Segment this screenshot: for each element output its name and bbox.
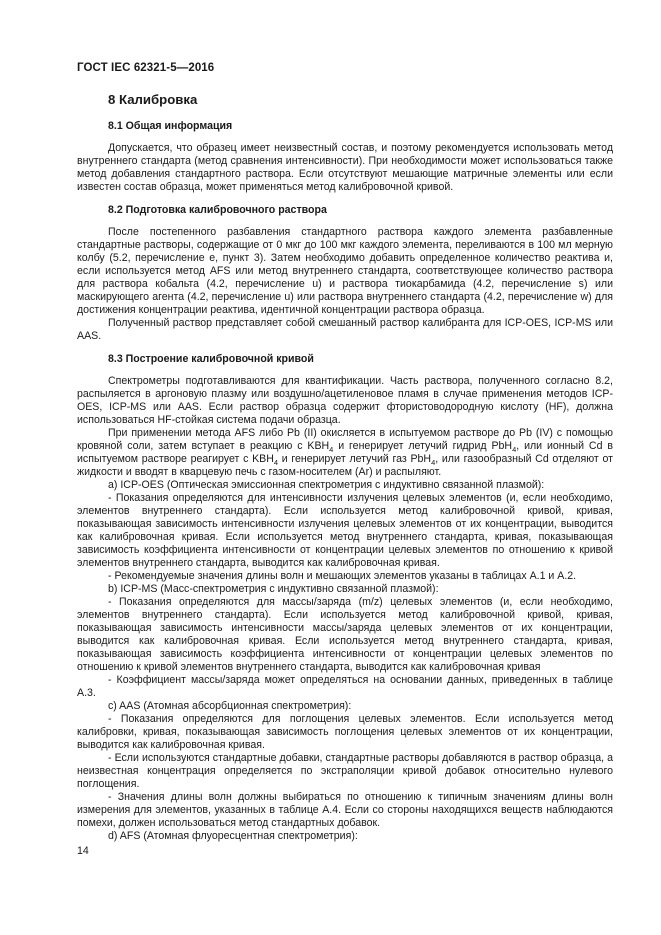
- section-title: 8 Калибровка: [108, 92, 198, 107]
- list-item: - Если используются стандартные добавки, стандартные растворы добавляются в раствор образца, а неизвестная концентрация определяется по экстраполяции кривой добавок относительно нулевого поглощения.: [77, 752, 613, 790]
- text-run: При применении метода AFS либо Pb (II) окисляется в испытуемом растворе до Pb (IV) с помощью кровяной соли, затем вступает в реакцию с KBH: [77, 427, 613, 452]
- list-item: - Коэффициент массы/заряда может определяться на основании данных, приведенных в таблице А.3.: [77, 674, 613, 699]
- subscript: 4: [512, 445, 517, 455]
- text-run: и генерирует летучий гидрид PbH: [333, 440, 513, 452]
- page-number: 14: [77, 845, 89, 857]
- subscript: 4: [273, 458, 279, 468]
- paragraph: После постепенного разбавления стандартного раствора каждого элемента разбавленные стандартные растворы, содержащие от 0 мкг до 100 мкг каждого элемента, переливаются в 100 мл мерную колбу (5.2, перечисление e, пункт 3). Затем необходимо добавить определенное количество реактива и, если используется метод AFS или метод внутреннего стандарта, соответствующее количество раствора для раствора кобальта (4.2, перечисление u) и раствора тиокарбамида (4.2, перечисление s) или маскирующего агента (4.2, перечисление u) или раствора внутреннего стандарта (4.2, перечисление w) для достижения концентрации реактива, идентичной концентрации раствора образца.: [77, 226, 613, 316]
- list-item-title: d) AFS (Атомная флуоресцентная спектрометрия):: [108, 830, 358, 842]
- list-item-title: c) AAS (Атомная абсорбционная спектрометрия):: [108, 700, 352, 712]
- document-header: ГОСТ IEC 62321-5—2016: [77, 62, 215, 74]
- list-item-title: b) ICP-MS (Масс-спектрометрия с индуктивно связанной плазмой):: [108, 583, 439, 595]
- text-run: , или газообразный Cd отделяют от жидкости и вводят в кварцевую печь с газом-носителем (Ar) и распыляют.: [77, 453, 613, 478]
- text-run: , или ионный Cd в испытуемом растворе реагирует с KBH: [77, 440, 613, 465]
- page-content: [77, 92, 613, 843]
- list-item: - Значения длины волн должны выбираться по отношению к типичным значениям длины волн измерения для элементов, указанных в таблице А.4. Если со стороны находящихся веществ наблюдаются помехи, должен использоваться метод стандартных добавок.: [77, 791, 613, 829]
- list-item: - Показания определяются для массы/заряда (m/z) целевых элементов (и, если необходимо, элементов внутреннего стандарта). Если используется метод калибровочной кривой, кривая, показывающая зависимость интенсивности массы/заряда целевых элементов от их концентрации, выводится как калибровочная кривая. Если используется метод внутреннего стандарта, кривая, показывающая зависимость коэффициента интенсивности от концентрации целевых элементов по отношению к кривой элементов внутреннего стандарта, выводится как калибровочная кривая: [77, 596, 613, 673]
- list-item: - Показания определяются для интенсивности излучения целевых элементов (и, если необходимо, элементов внутреннего стандарта). Если используется метод калибровочной кривой, кривая, показывающая зависимость интенсивности излучения целевых элементов от их концентрации, выводится как калибровочная кривая. Если используется метод внутреннего стандарта, кривая, показывающая зависимость коэффициента интенсивности от концентрации целевых элементов по отношению к кривой элементов внутреннего стандарта, выводится как калибровочная кривая.: [77, 492, 613, 569]
- paragraph: Полученный раствор представляет собой смешанный раствор калибранта для ICP-OES, ICP-MS или AAS.: [77, 317, 613, 342]
- list-item: - Рекомендуемые значения длины волн и мешающих элементов указаны в таблицах А.1 и А.2.: [108, 570, 577, 582]
- subsection-title-8-1: 8.1 Общая информация: [108, 120, 233, 132]
- subsection-title-8-3: 8.3 Построение калибровочной кривой: [108, 353, 314, 365]
- subscript: 4: [431, 458, 436, 468]
- text-run: и генерирует летучий газ PbH: [278, 453, 432, 465]
- paragraph: Спектрометры подготавливаются для квантификации. Часть раствора, полученного согласно 8.2, распыляется в аргоновую плазму или воздушно/ацетиленовое пламя в случае применения методов ICP-OES, ICP-MS или AAS. Если раствор образца содержит фтористоводородную кислоту (HF), должна использоваться HF-стойкая система подачи образца.: [77, 375, 613, 426]
- paragraph-afs: [77, 427, 613, 479]
- paragraph: Допускается, что образец имеет неизвестный состав, и поэтому рекомендуется использовать метод внутреннего стандарта (метод сравнения интенсивности). При необходимости может использоваться также метод добавления стандартного раствора. Если отсутствуют мешающие матричные элементы или если известен состав образца, может применяться метод калибровочной кривой.: [77, 142, 613, 193]
- list-item-title: a) ICP-OES (Оптическая эмиссионная спектрометрия с индуктивно связанной плазмой):: [108, 479, 545, 491]
- list-item: - Показания определяются для поглощения целевых элементов. Если используется метод калибровки, кривая, показывающая зависимость поглощения целевых элементов от их концентрации, выводится как калибровочная кривая.: [77, 713, 613, 751]
- subscript: 4: [329, 445, 334, 455]
- subsection-title-8-2: 8.2 Подготовка калибровочного раствора: [108, 204, 327, 216]
